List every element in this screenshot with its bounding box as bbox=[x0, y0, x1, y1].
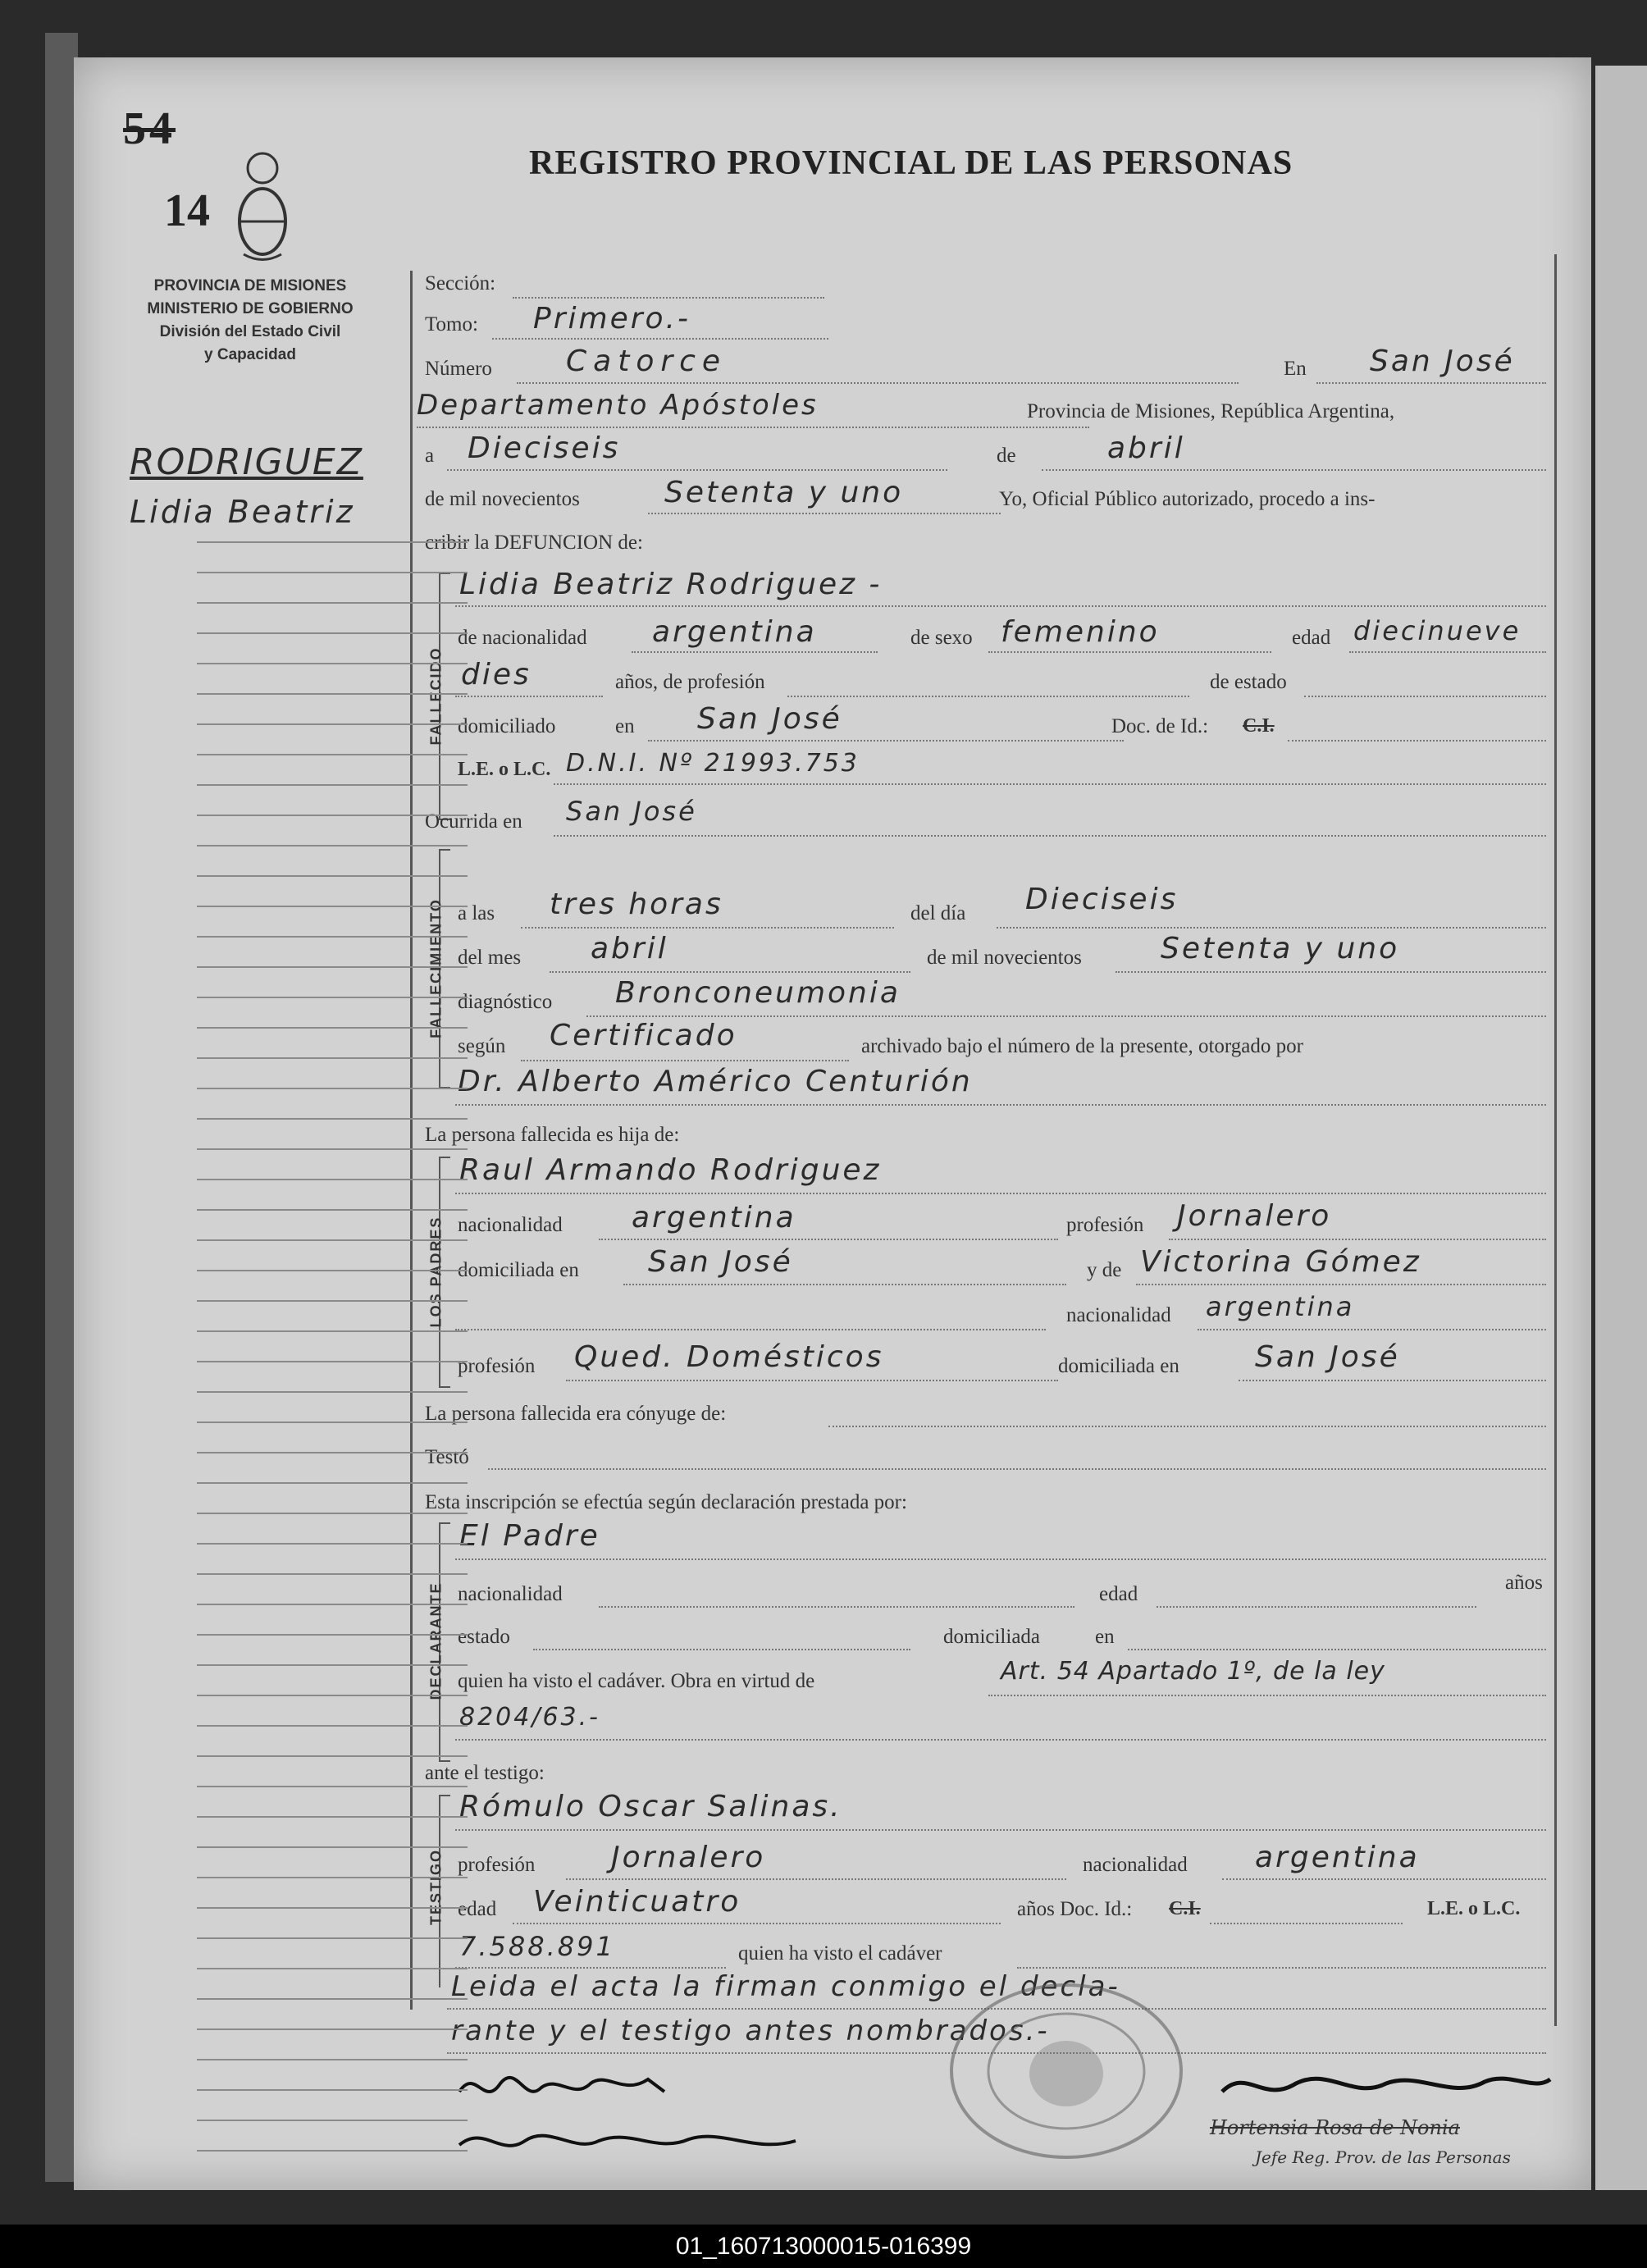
margin-ruled-line bbox=[197, 1695, 468, 1696]
declarante-nombre: El Padre bbox=[459, 1519, 600, 1553]
margin-ruled-line bbox=[197, 602, 468, 604]
father-signature bbox=[451, 2059, 681, 2116]
margin-ruled-line bbox=[197, 1330, 468, 1332]
tomo-field bbox=[492, 338, 828, 340]
testigo-nacionalidad-value: argentina bbox=[1255, 1841, 1420, 1874]
margin-ruled-line bbox=[197, 1421, 468, 1423]
issuer-division-2: y Capacidad bbox=[204, 346, 296, 363]
declarante-domicilio-field bbox=[1128, 1649, 1546, 1650]
testigo-visto-text: quien ha visto el cadáver bbox=[738, 1942, 942, 1965]
dia-value: Dieciseis bbox=[468, 431, 621, 465]
margin-ruled-line bbox=[197, 1968, 468, 1969]
tomo-label: Tomo: bbox=[425, 313, 478, 335]
declarante-visto-text: quien ha visto el cadáver. Obra en virtud de bbox=[458, 1670, 815, 1692]
adjacent-page-edge bbox=[1595, 66, 1647, 2190]
mes-fallecimiento-field bbox=[550, 971, 910, 973]
diagnostico-label: diagnóstico bbox=[458, 991, 553, 1013]
anios-profesion-label: años, de profesión bbox=[615, 671, 765, 693]
declarante-en-label: en bbox=[1095, 1626, 1115, 1648]
testigo-nombre-field bbox=[455, 1829, 1546, 1831]
padre-domicilio-value: San José bbox=[648, 1245, 793, 1279]
margin-ruled-line bbox=[197, 1148, 468, 1150]
padre-nacionalidad-value: argentina bbox=[632, 1201, 796, 1234]
numero-field bbox=[517, 382, 1239, 384]
edad-value: diecinueve bbox=[1353, 615, 1522, 646]
declarante-nacionalidad-field bbox=[599, 1606, 1074, 1608]
domicilio-field bbox=[648, 740, 1124, 742]
testigo-anios-doc-label: años Doc. Id.: bbox=[1017, 1898, 1133, 1920]
sexo-label: de sexo bbox=[910, 627, 973, 649]
padre-domicilio-field bbox=[623, 1284, 1066, 1285]
declarante-estado-field bbox=[533, 1649, 910, 1650]
declarante-nombre-field bbox=[455, 1558, 1546, 1560]
declarante-domiciliada-label: domiciliada bbox=[943, 1626, 1041, 1648]
margin-ruled-line bbox=[197, 875, 468, 877]
margin-ruled-line bbox=[197, 2120, 468, 2121]
segun-label: según bbox=[458, 1035, 506, 1057]
declarante-estado-label: estado bbox=[458, 1626, 510, 1648]
seccion-label: Sección: bbox=[425, 272, 496, 294]
padres-tick-bottom bbox=[439, 1386, 450, 1388]
departamento-field bbox=[417, 427, 1089, 428]
mes-fallecimiento-value: abril bbox=[591, 932, 668, 965]
margin-ruled-line bbox=[197, 784, 468, 786]
margin-ruled-line bbox=[197, 572, 468, 573]
ocurrida-field bbox=[554, 835, 1546, 837]
official-name: Hortensia Rosa de Nonia bbox=[1210, 2116, 1460, 2139]
margin-ruled-line bbox=[197, 2059, 468, 2060]
testigo-edad-field bbox=[513, 1923, 1001, 1924]
margin-ruled-line bbox=[197, 1937, 468, 1939]
margin-ruled-line bbox=[197, 693, 468, 695]
testigo-nacionalidad-field bbox=[1222, 1878, 1546, 1880]
edad-cont-value: dies bbox=[461, 658, 532, 691]
padres-intro: La persona fallecida es hija de: bbox=[425, 1124, 680, 1146]
testigo-documento-value: 7.588.891 bbox=[459, 1931, 615, 1962]
doc-type: C.I. bbox=[1243, 715, 1275, 737]
dia-fallecimiento-field bbox=[997, 927, 1546, 929]
diagnostico-field bbox=[586, 1015, 1546, 1017]
certificate-page bbox=[74, 57, 1591, 2190]
margin-ruled-line bbox=[197, 966, 468, 968]
cierre-linea-1: Leida el acta la firman conmigo el decla- bbox=[451, 1970, 1120, 2003]
inscribir-text: cribir la DEFUNCION de: bbox=[425, 532, 643, 554]
declarante-nacionalidad-label: nacionalidad bbox=[458, 1583, 563, 1605]
page-title: REGISTRO PROVINCIAL DE LAS PERSONAS bbox=[529, 144, 1293, 182]
padre-profesion-value: Jornalero bbox=[1177, 1199, 1332, 1233]
margin-ruled-line bbox=[197, 1877, 468, 1878]
testigo-profesion-field bbox=[566, 1878, 1066, 1880]
archivado-text: archivado bajo el número de la presente, otorgado por bbox=[861, 1035, 1303, 1057]
padre-nacionalidad-field bbox=[599, 1239, 1058, 1240]
official-seal-stamp bbox=[943, 1977, 1189, 2165]
conyuge-field bbox=[828, 1426, 1546, 1427]
edad-cont-field bbox=[455, 696, 603, 697]
margin-ruled-line bbox=[197, 1118, 468, 1120]
nacionalidad-field bbox=[632, 651, 878, 653]
testigo-visto-field bbox=[1017, 1967, 1546, 1969]
issuer-division: División del Estado Civil bbox=[159, 323, 341, 340]
margin-ruled-line bbox=[197, 2150, 468, 2152]
nacionalidad-label: de nacionalidad bbox=[458, 627, 587, 649]
ocurrida-value: San José bbox=[566, 796, 697, 827]
madre-nacionalidad-field bbox=[1198, 1329, 1546, 1330]
madre-profesion-value: Qued. Domésticos bbox=[574, 1340, 884, 1374]
margin-ruled-line bbox=[197, 1027, 468, 1029]
le-lc-label: L.E. o L.C. bbox=[458, 759, 551, 780]
margin-ruled-line bbox=[197, 1513, 468, 1514]
medico-value: Dr. Alberto Américo Centurión bbox=[458, 1065, 973, 1098]
margin-ruled-line bbox=[197, 1543, 468, 1545]
witness-signature bbox=[451, 2116, 828, 2165]
numero-label: Número bbox=[425, 358, 492, 380]
padres-label: LOS PADRES bbox=[427, 1216, 445, 1328]
madre-domicilio-value: San José bbox=[1255, 1340, 1400, 1374]
de-mil-label: de mil novecientos bbox=[927, 947, 1082, 969]
anio-fallecimiento-value: Setenta y uno bbox=[1161, 932, 1400, 965]
estado-field bbox=[1304, 696, 1546, 697]
margin-ruled-line bbox=[197, 1270, 468, 1271]
testigo-documento-field bbox=[455, 1967, 726, 1969]
sexo-field bbox=[988, 651, 1271, 653]
departamento-value: Departamento Apóstoles bbox=[417, 389, 819, 422]
margin-ruled-line bbox=[197, 997, 468, 998]
margin-ruled-line bbox=[197, 1664, 468, 1666]
anio-fallecimiento-field bbox=[1115, 971, 1546, 973]
coat-of-arms-icon bbox=[234, 144, 291, 267]
margin-ruled-line bbox=[197, 632, 468, 634]
madre-profesion-field bbox=[566, 1380, 1058, 1381]
margin-ruled-line bbox=[197, 541, 468, 543]
testigo-nacionalidad-label: nacionalidad bbox=[1083, 1854, 1188, 1876]
a-las-label: a las bbox=[458, 902, 495, 924]
margin-ruled-line bbox=[197, 1725, 468, 1727]
en-field bbox=[1316, 382, 1546, 384]
madre-nacionalidad-label: nacionalidad bbox=[1066, 1304, 1171, 1326]
fallecimiento-label: FALLECIMIENTO bbox=[427, 898, 445, 1038]
margin-ruled-line bbox=[197, 936, 468, 938]
domicilio-value: San José bbox=[697, 702, 842, 736]
margin-ruled-line bbox=[197, 1846, 468, 1848]
margin-surname: RODRIGUEZ bbox=[130, 441, 363, 483]
act-number: 14 bbox=[164, 185, 210, 236]
provincia-text: Provincia de Misiones, República Argentina, bbox=[1027, 400, 1395, 422]
domiciliado-label: domiciliado bbox=[458, 715, 556, 737]
margin-ruled-line bbox=[197, 1300, 468, 1302]
anio-field bbox=[648, 513, 1001, 514]
testigo-label: TESTIGO bbox=[427, 1849, 445, 1926]
margin-ruled-line bbox=[197, 815, 468, 816]
testo-field bbox=[488, 1468, 1546, 1470]
testigo-nombre: Rómulo Oscar Salinas. bbox=[459, 1790, 842, 1823]
a-label: a bbox=[425, 445, 435, 467]
declarante-ley-value: 8204/63.- bbox=[459, 1703, 600, 1732]
padre-domiciliada-label: domiciliada en bbox=[458, 1259, 579, 1281]
segun-value: Certificado bbox=[550, 1019, 737, 1052]
madre-nombre-field bbox=[1136, 1284, 1546, 1285]
margin-given-names: Lidia Beatriz bbox=[130, 494, 355, 530]
sexo-value: femenino bbox=[1001, 615, 1160, 649]
testigo-edad-label: edad bbox=[458, 1898, 497, 1920]
padre-nombre: Raul Armando Rodriguez bbox=[459, 1153, 882, 1187]
madre-nacionalidad-value: argentina bbox=[1206, 1291, 1355, 1322]
form-right-border bbox=[1554, 254, 1557, 2026]
oficial-text: Yo, Oficial Público autorizado, procedo a ins- bbox=[999, 488, 1376, 510]
margin-ruled-line bbox=[197, 1452, 468, 1453]
declarante-ley-field bbox=[455, 1739, 1546, 1741]
form-left-border bbox=[410, 271, 413, 2010]
margin-ruled-line bbox=[197, 1634, 468, 1636]
seccion-field bbox=[513, 297, 824, 299]
book-cover-edge bbox=[45, 33, 78, 2182]
margin-ruled-line bbox=[197, 1057, 468, 1059]
fallecimiento-tick-top bbox=[439, 849, 450, 851]
margin-ruled-line bbox=[197, 1907, 468, 1909]
testigo-le-lc-label: L.E. o L.C. bbox=[1427, 1898, 1521, 1919]
en-label: En bbox=[1284, 358, 1307, 380]
margin-ruled-line bbox=[197, 1816, 468, 1818]
declarante-tick-top bbox=[439, 1522, 450, 1524]
testo-label: Testó bbox=[425, 1446, 469, 1468]
dia-fallecimiento-value: Dieciseis bbox=[1025, 883, 1179, 916]
de-label: de bbox=[997, 445, 1016, 467]
margin-ruled-line bbox=[197, 1482, 468, 1484]
fallecido-nombre-field bbox=[455, 605, 1546, 607]
testigo-profesion-label: profesión bbox=[458, 1854, 536, 1876]
margin-ruled-line bbox=[197, 1179, 468, 1180]
testigo-tick-top bbox=[439, 1795, 450, 1796]
edad-field bbox=[1349, 651, 1546, 653]
hora-field bbox=[521, 927, 894, 929]
tomo-value: Primero.- bbox=[533, 302, 691, 335]
year-prefix: de mil novecientos bbox=[425, 488, 580, 510]
struck-act-number: 54 bbox=[123, 103, 176, 154]
margin-ruled-line bbox=[197, 663, 468, 664]
numero-value: Catorce bbox=[566, 345, 728, 378]
medico-field bbox=[455, 1104, 1546, 1106]
testigo-profesion-value: Jornalero bbox=[611, 1841, 766, 1874]
estado-label: de estado bbox=[1210, 671, 1287, 693]
official-signature bbox=[1214, 2059, 1558, 2116]
hora-value: tres horas bbox=[550, 888, 723, 921]
anio-value: Setenta y uno bbox=[664, 476, 904, 509]
documento-field bbox=[554, 783, 1546, 785]
padre-profesion-label: profesión bbox=[1066, 1214, 1144, 1236]
margin-ruled-line bbox=[197, 1573, 468, 1575]
madre-domiciliada-label: domiciliada en bbox=[1058, 1355, 1179, 1377]
profesion-field bbox=[787, 696, 1189, 697]
segun-field bbox=[521, 1060, 849, 1061]
diagnostico-value: Bronconeumonia bbox=[615, 976, 901, 1010]
margin-ruled-line bbox=[197, 1604, 468, 1605]
margin-ruled-line bbox=[197, 1755, 468, 1757]
documento-value: D.N.I. Nº 21993.753 bbox=[566, 749, 860, 778]
edad-label: edad bbox=[1292, 627, 1331, 649]
declarante-virtud-value: Art. 54 Apartado 1º, de la ley bbox=[1001, 1657, 1385, 1686]
issuer-block bbox=[111, 275, 390, 367]
padres-blank-field bbox=[455, 1329, 1046, 1330]
fallecido-label: FALLECIDO bbox=[427, 646, 445, 746]
margin-ruled-line bbox=[197, 1239, 468, 1241]
margin-ruled-line bbox=[197, 1088, 468, 1089]
mes-field bbox=[1042, 469, 1546, 471]
del-mes-label: del mes bbox=[458, 947, 522, 969]
conyuge-label: La persona fallecida era cónyuge de: bbox=[425, 1403, 727, 1425]
declarante-edad-label: edad bbox=[1099, 1583, 1138, 1605]
margin-ruled-line bbox=[197, 2089, 468, 2091]
padres-tick-top bbox=[439, 1157, 450, 1158]
testigo-intro: ante el testigo: bbox=[425, 1762, 545, 1784]
declarante-label: DECLARANTE bbox=[427, 1581, 445, 1700]
file-id-footer: 01_160713000015-016399 bbox=[0, 2225, 1647, 2268]
padre-nombre-field bbox=[455, 1193, 1546, 1194]
testigo-doc-type: C.I. bbox=[1169, 1898, 1201, 1919]
testigo-doc-field bbox=[1210, 1923, 1403, 1924]
margin-ruled-line bbox=[197, 1361, 468, 1362]
ocurrida-label: Ocurrida en bbox=[425, 810, 522, 833]
issuer-ministry: MINISTERIO DE GOBIERNO bbox=[147, 300, 354, 317]
fallecido-nombre: Lidia Beatriz Rodriguez - bbox=[459, 568, 883, 601]
margin-ruled-line bbox=[197, 845, 468, 847]
madre-profesion-label: profesión bbox=[458, 1355, 536, 1377]
margin-ruled-line bbox=[197, 754, 468, 755]
madre-domicilio-field bbox=[1239, 1380, 1546, 1381]
madre-nombre: Victorina Gómez bbox=[1140, 1245, 1421, 1279]
declarante-intro: Esta inscripción se efectúa según declaración prestada por: bbox=[425, 1491, 907, 1513]
y-de-label: y de bbox=[1087, 1259, 1122, 1281]
domiciliado-en-label: en bbox=[615, 715, 635, 737]
mes-value: abril bbox=[1107, 431, 1185, 465]
official-title: Jefe Reg. Prov. de las Personas bbox=[1255, 2147, 1511, 2167]
margin-ruled-line bbox=[197, 1786, 468, 1787]
nacionalidad-value: argentina bbox=[652, 615, 817, 649]
margin-ruled-line bbox=[197, 1209, 468, 1211]
padre-profesion-field bbox=[1169, 1239, 1546, 1240]
doc-field bbox=[1288, 740, 1546, 742]
margin-ruled-line bbox=[197, 723, 468, 725]
en-value: San José bbox=[1370, 345, 1515, 378]
testigo-edad-value: Veinticuatro bbox=[533, 1885, 741, 1919]
padre-nacionalidad-label: nacionalidad bbox=[458, 1214, 563, 1236]
declarante-virtud-field bbox=[988, 1695, 1546, 1696]
margin-ruled-line bbox=[197, 906, 468, 907]
declarante-edad-field bbox=[1157, 1606, 1476, 1608]
doc-label: Doc. de Id.: bbox=[1111, 715, 1209, 737]
cierre-linea-2: rante y el testigo antes nombrados.- bbox=[451, 2015, 1050, 2047]
margin-ruled-line bbox=[197, 1998, 468, 2000]
dia-field bbox=[447, 469, 947, 471]
margin-ruled-line bbox=[197, 1391, 468, 1393]
declarante-anios-label: años bbox=[1505, 1572, 1543, 1594]
del-dia-label: del día bbox=[910, 902, 966, 924]
issuer-province: PROVINCIA DE MISIONES bbox=[153, 277, 347, 294]
margin-ruled-line bbox=[197, 2028, 468, 2030]
